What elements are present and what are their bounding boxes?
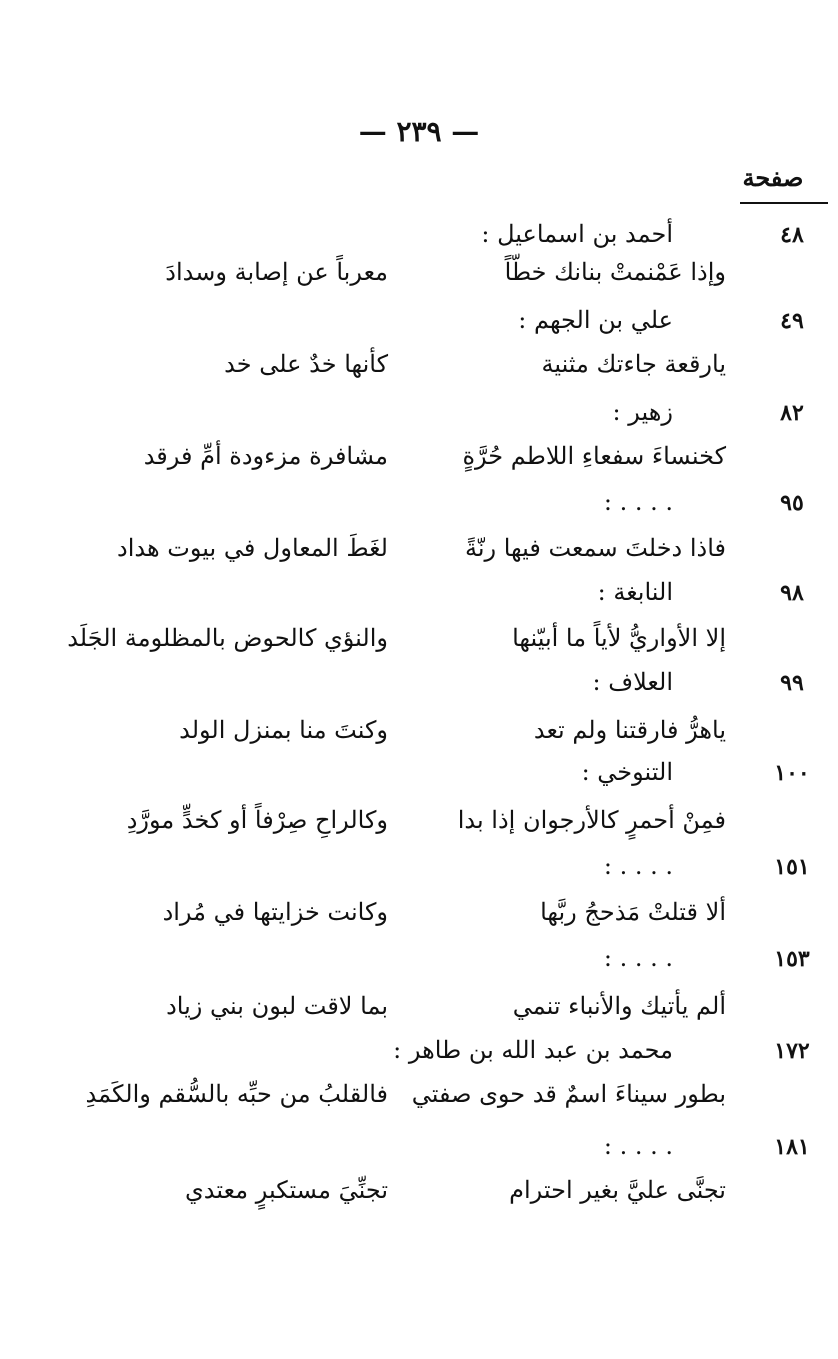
page-reference: ١٨١: [774, 1134, 810, 1160]
verse-first-hemistich: ألا قتلتْ مَذحجُ ربَّها: [540, 898, 726, 926]
verse-second-hemistich: كأنها خدٌ على خد: [224, 350, 388, 378]
verse-line: [0, 534, 838, 574]
entry-header-row: [0, 1132, 838, 1172]
poet-name: التنوخي :: [581, 758, 673, 786]
verse-line: [0, 1176, 838, 1216]
poet-name: أحمد بن اسماعيل :: [481, 220, 673, 248]
entry-header-row: [0, 398, 838, 438]
entry-header-row: [0, 668, 838, 708]
poet-name: محمد بن عبد الله بن طاهر :: [393, 1036, 673, 1064]
verse-first-hemistich: يارقعة جاءتك مثنية: [541, 350, 726, 378]
verse-first-hemistich: إلا الأواريُّ لأياً ما أبيّنها: [512, 624, 726, 652]
page-reference: ١٥٣: [774, 946, 810, 972]
verse-first-hemistich: وإذا عَمْنمتْ بنانك خطّاً: [504, 258, 726, 286]
entry-header-row: [0, 220, 838, 260]
entry-header-row: [0, 578, 838, 618]
verse-second-hemistich: والنؤي كالحوض بالمظلومة الجَلَد: [67, 624, 388, 652]
verse-line: [0, 258, 838, 298]
verse-line: [0, 624, 838, 664]
entry-header-row: [0, 758, 838, 798]
page-reference: ١٧٢: [774, 1038, 810, 1064]
verse-second-hemistich: تجنِّيَ مستكبرٍ معتدي: [185, 1176, 388, 1204]
verse-line: [0, 1080, 838, 1120]
verse-line: [0, 442, 838, 482]
page-reference: ٩٥: [780, 490, 804, 516]
poet-name: . . . . :: [603, 852, 673, 880]
verse-second-hemistich: وكنتَ منا بمنزل الولد: [179, 716, 388, 744]
poet-name: زهير :: [612, 398, 673, 426]
page-number: — ٢٣٩ —: [358, 115, 480, 148]
verse-first-hemistich: فمِنْ أحمرٍ كالأرجوان إذا بدا: [457, 806, 726, 834]
page-reference: ٩٨: [780, 580, 804, 606]
verse-line: [0, 898, 838, 938]
page-reference: ١٠٠: [774, 760, 810, 786]
entry-header-row: [0, 1036, 838, 1076]
entry-header-row: [0, 488, 838, 528]
verse-second-hemistich: لغَطَ المعاول في بيوت هداد: [117, 534, 388, 562]
verse-second-hemistich: بما لاقت لبون بني زياد: [166, 992, 388, 1020]
poet-name: النابغة :: [597, 578, 673, 606]
entry-header-row: [0, 306, 838, 346]
poet-name: . . . . :: [603, 488, 673, 516]
poet-name: . . . . :: [603, 944, 673, 972]
verse-second-hemistich: وكالراحِ صِرْفاً أو كخدٍّ مورَّدِ: [126, 806, 388, 834]
entry-header-row: [0, 944, 838, 984]
page-reference: ٩٩: [780, 670, 804, 696]
poet-name: العلاف :: [592, 668, 673, 696]
verse-line: [0, 992, 838, 1032]
verse-first-hemistich: ألم يأتيك والأنباء تنمي: [512, 992, 726, 1020]
verse-second-hemistich: مشافرة مزءودة أمِّ فرقد: [143, 442, 388, 470]
verse-first-hemistich: فاذا دخلتَ سمعت فيها رنّةً: [464, 534, 726, 562]
verse-line: [0, 806, 838, 846]
verse-second-hemistich: وكانت خزايتها في مُراد: [162, 898, 388, 926]
verse-first-hemistich: ياهرُّ فارقتنا ولم تعد: [533, 716, 726, 744]
verse-first-hemistich: بطور سيناءَ اسمٌ قد حوى صفتي: [411, 1080, 726, 1108]
verse-line: [0, 350, 838, 390]
page-reference: ١٥١: [774, 854, 810, 880]
verse-first-hemistich: كخنساءَ سفعاءِ اللاطم حُرَّةٍ: [462, 442, 726, 470]
verse-second-hemistich: معرباً عن إصابة وسدادَ: [165, 258, 388, 286]
entry-header-row: [0, 852, 838, 892]
page-reference: ٤٨: [780, 222, 804, 248]
poet-name: . . . . :: [603, 1132, 673, 1160]
verse-line: [0, 716, 838, 756]
verse-first-hemistich: تجنَّى عليَّ بغير احترام: [509, 1176, 726, 1204]
verse-second-hemistich: فالقلبُ من حبِّه بالسُّقم والكَمَدِ: [85, 1080, 388, 1108]
page-reference: ٨٢: [780, 400, 804, 426]
poet-name: علي بن الجهم :: [518, 306, 673, 334]
page-reference: ٤٩: [780, 308, 804, 334]
column-header: صفحة: [742, 163, 804, 192]
